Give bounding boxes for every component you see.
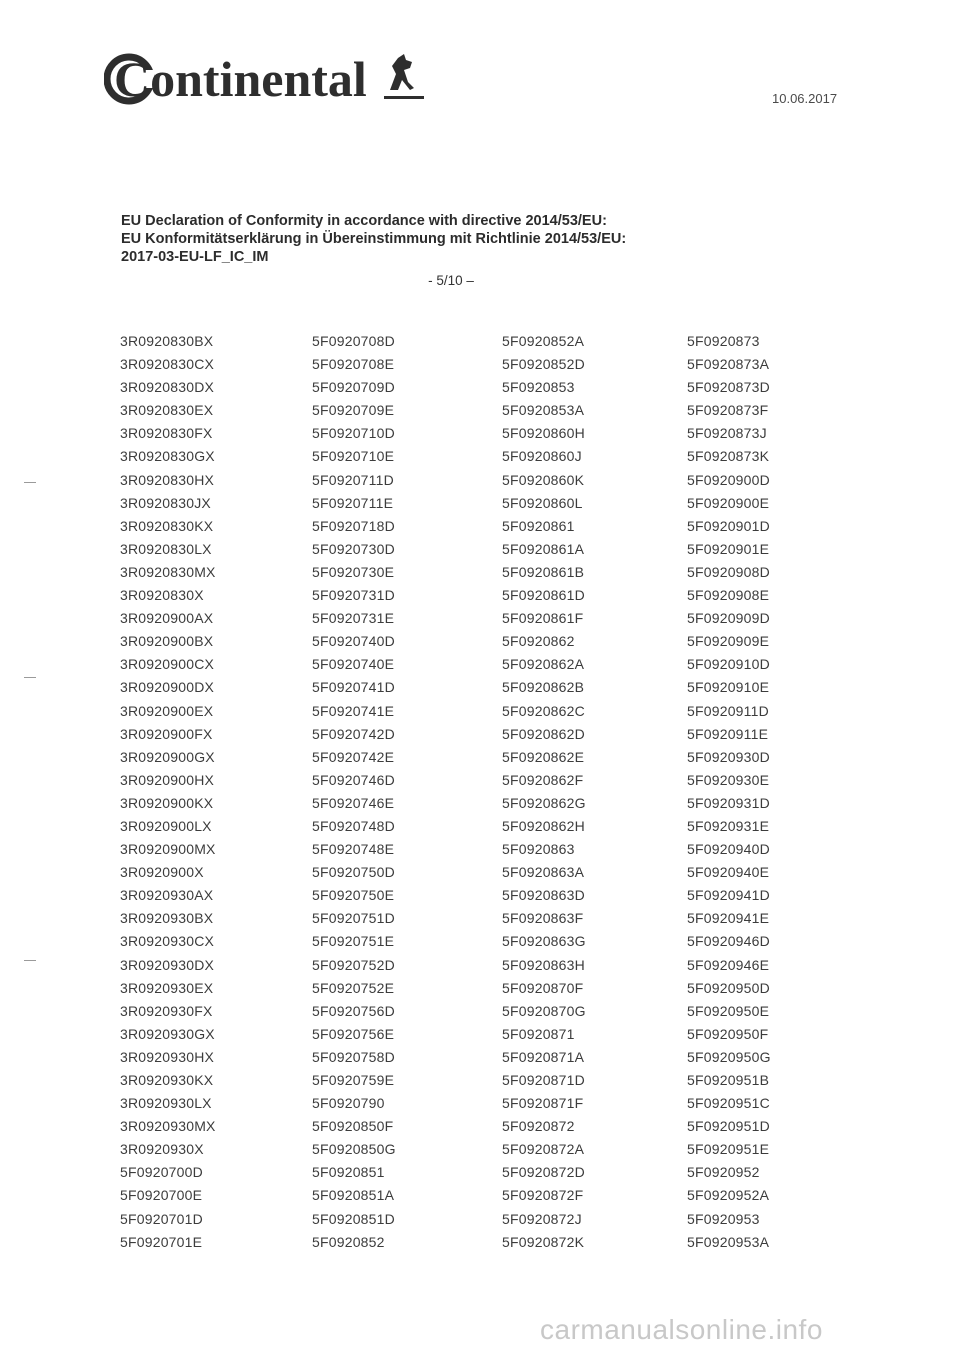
part-number: 5F0920863 bbox=[502, 841, 575, 858]
part-number: 5F0920709D bbox=[312, 379, 395, 396]
declaration-heading bbox=[121, 212, 626, 266]
part-number: 5F0920873K bbox=[687, 448, 770, 465]
part-number: 5F0920930D bbox=[687, 748, 770, 765]
part-number: 5F0920953A bbox=[687, 1233, 770, 1250]
part-number: 5F0920731D bbox=[312, 587, 395, 604]
part-number: 5F0920731E bbox=[312, 610, 395, 627]
part-number: 5F0920851 bbox=[312, 1164, 385, 1181]
page-indicator: - 5/10 – bbox=[428, 273, 474, 288]
part-number: 3R0920830EX bbox=[120, 402, 214, 419]
margin-mark bbox=[24, 960, 36, 961]
part-number: 3R0920830DX bbox=[120, 379, 215, 396]
part-number: 5F0920860J bbox=[502, 448, 582, 465]
part-number: 5F0920872 bbox=[502, 1118, 575, 1135]
part-number: 3R0920930AX bbox=[120, 887, 214, 904]
part-number: 5F0920872D bbox=[502, 1164, 585, 1181]
part-number: 3R0920900BX bbox=[120, 633, 214, 650]
part-number: 5F0920852D bbox=[502, 356, 585, 373]
part-number: 5F0920741D bbox=[312, 679, 395, 696]
part-number: 5F0920862B bbox=[502, 679, 585, 696]
part-number: 5F0920741E bbox=[312, 702, 395, 719]
part-number: 5F0920708E bbox=[312, 356, 395, 373]
heading-line-de: EU Konformitätserklärung in Übereinstimmung mit Richtlinie 2014/53/EU: bbox=[121, 231, 627, 247]
part-number: 5F0920900D bbox=[687, 471, 770, 488]
part-number: 3R0920900KX bbox=[120, 794, 214, 811]
part-number: 5F0920860H bbox=[502, 425, 585, 442]
part-number: 5F0920951B bbox=[687, 1072, 770, 1088]
part-number: 5F0920940D bbox=[687, 841, 770, 858]
part-number: 5F0920950E bbox=[687, 1002, 770, 1019]
horse-emblem-icon bbox=[384, 54, 424, 99]
part-number: 3R0920930MX bbox=[120, 1118, 216, 1135]
part-number: 5F0920863H bbox=[502, 956, 585, 973]
part-number: 5F0920911D bbox=[687, 702, 769, 719]
continental-logo bbox=[104, 48, 434, 110]
part-number: 5F0920873 bbox=[687, 333, 760, 349]
part-number: 5F0920748E bbox=[312, 841, 395, 858]
logo-wordmark: Continental bbox=[114, 51, 367, 107]
part-number: 5F0920909D bbox=[687, 610, 770, 627]
part-number: 5F0920862D bbox=[502, 725, 585, 742]
part-number: 3R0920830BX bbox=[120, 333, 214, 349]
part-number: 5F0920908D bbox=[687, 563, 770, 580]
part-number: 5F0920750D bbox=[312, 864, 395, 881]
part-number: 3R0920830X bbox=[120, 587, 204, 604]
part-number: 3R0920930GX bbox=[120, 1025, 215, 1042]
part-number: 5F0920790 bbox=[312, 1095, 385, 1112]
site-watermark: carmanualsonline.info bbox=[540, 1314, 823, 1345]
part-number: 5F0920952A bbox=[687, 1187, 770, 1204]
part-number: 5F0920711E bbox=[312, 494, 394, 511]
part-number: 5F0920758D bbox=[312, 1048, 395, 1065]
part-number: 5F0920710E bbox=[312, 448, 395, 465]
part-number: 5F0920852A bbox=[502, 333, 585, 349]
part-number: 5F0920863A bbox=[502, 864, 585, 881]
part-number: 3R0920830FX bbox=[120, 425, 213, 442]
margin-mark bbox=[24, 482, 36, 483]
part-number: 5F0920860L bbox=[502, 494, 583, 511]
part-number: 5F0920751E bbox=[312, 933, 395, 950]
part-number: 3R0920830JX bbox=[120, 494, 211, 511]
part-number: 5F0920910E bbox=[687, 679, 770, 696]
part-number: 5F0920851A bbox=[312, 1187, 395, 1204]
part-number: 5F0920861F bbox=[502, 610, 584, 627]
part-number-column-4 bbox=[687, 330, 771, 1254]
part-number: 5F0920862E bbox=[502, 748, 585, 765]
part-number: 3R0920930FX bbox=[120, 1002, 213, 1019]
part-number-column-2 bbox=[312, 330, 396, 1254]
part-number: 5F0920850F bbox=[312, 1118, 394, 1135]
part-number: 3R0920930HX bbox=[120, 1048, 215, 1065]
part-number: 5F0920862 bbox=[502, 633, 575, 650]
heading-line-code: 2017-03-EU-LF_IC_IM bbox=[121, 249, 269, 265]
part-number: 5F0920863F bbox=[502, 910, 584, 927]
part-number: 5F0920746D bbox=[312, 771, 395, 788]
part-number: 3R0920930CX bbox=[120, 933, 215, 950]
part-number: 5F0920853 bbox=[502, 379, 575, 396]
part-number: 5F0920872J bbox=[502, 1210, 582, 1227]
part-number: 5F0920701D bbox=[120, 1210, 203, 1227]
part-number: 5F0920750E bbox=[312, 887, 395, 904]
part-number: 5F0920752E bbox=[312, 979, 395, 996]
part-number: 5F0920711D bbox=[312, 471, 394, 488]
part-number: 5F0920748D bbox=[312, 817, 395, 834]
part-number: 5F0920910D bbox=[687, 656, 770, 673]
part-number: 5F0920871D bbox=[502, 1072, 585, 1088]
part-number: 5F0920900E bbox=[687, 494, 770, 511]
part-number: 5F0920701E bbox=[120, 1233, 203, 1250]
part-number: 5F0920901E bbox=[687, 540, 770, 557]
part-number: 3R0920830KX bbox=[120, 517, 214, 534]
part-number: 5F0920742E bbox=[312, 748, 395, 765]
part-number: 5F0920756E bbox=[312, 1025, 395, 1042]
part-number: 3R0920830LX bbox=[120, 540, 212, 557]
part-number: 5F0920872F bbox=[502, 1187, 584, 1204]
part-number: 5F0920941E bbox=[687, 910, 770, 927]
part-number-column-1 bbox=[120, 330, 216, 1254]
part-number: 5F0920860K bbox=[502, 471, 585, 488]
part-number: 5F0920700E bbox=[120, 1187, 203, 1204]
part-number: 3R0920830GX bbox=[120, 448, 215, 465]
part-number: 5F0920946E bbox=[687, 956, 770, 973]
part-number: 5F0920870F bbox=[502, 979, 584, 996]
part-number: 5F0920950F bbox=[687, 1025, 769, 1042]
part-number: 3R0920900X bbox=[120, 864, 204, 881]
part-number: 5F0920953 bbox=[687, 1210, 760, 1227]
part-number: 5F0920872K bbox=[502, 1233, 585, 1250]
part-number: 5F0920872A bbox=[502, 1141, 585, 1158]
part-number: 5F0920873J bbox=[687, 425, 767, 442]
part-number: 3R0920900DX bbox=[120, 679, 215, 696]
part-number: 5F0920710D bbox=[312, 425, 395, 442]
part-number: 5F0920950G bbox=[687, 1048, 771, 1065]
part-number: 5F0920740D bbox=[312, 633, 395, 650]
part-number: 5F0920940E bbox=[687, 864, 770, 881]
part-number: 5F0920873A bbox=[687, 356, 770, 373]
part-number: 3R0920930KX bbox=[120, 1072, 214, 1088]
part-number: 5F0920950D bbox=[687, 979, 770, 996]
part-number: 5F0920901D bbox=[687, 517, 770, 534]
part-number: 5F0920911E bbox=[687, 725, 769, 742]
part-number: 3R0920900FX bbox=[120, 725, 213, 742]
part-number: 3R0920930X bbox=[120, 1141, 204, 1158]
part-number: 5F0920709E bbox=[312, 402, 395, 419]
part-number: 5F0920863G bbox=[502, 933, 586, 950]
part-number: 5F0920873D bbox=[687, 379, 770, 396]
part-number-column-3 bbox=[502, 330, 586, 1254]
part-number: 5F0920931D bbox=[687, 794, 770, 811]
part-number: 5F0920718D bbox=[312, 517, 395, 534]
part-number: 5F0920708D bbox=[312, 333, 395, 349]
part-number: 3R0920900CX bbox=[120, 656, 215, 673]
part-number: 5F0920909E bbox=[687, 633, 770, 650]
part-number: 5F0920951C bbox=[687, 1095, 770, 1112]
part-number: 5F0920861A bbox=[502, 540, 585, 557]
part-number: 5F0920862G bbox=[502, 794, 586, 811]
margin-mark bbox=[24, 677, 36, 678]
part-number: 5F0920861D bbox=[502, 587, 585, 604]
part-number: 5F0920730D bbox=[312, 540, 395, 557]
part-number: 5F0920931E bbox=[687, 817, 770, 834]
part-number: 5F0920851D bbox=[312, 1210, 395, 1227]
part-number: 5F0920952 bbox=[687, 1164, 760, 1181]
part-number: 5F0920861B bbox=[502, 563, 585, 580]
part-number: 5F0920873F bbox=[687, 402, 769, 419]
continental-logo-mark bbox=[104, 48, 434, 110]
part-number: 5F0920862A bbox=[502, 656, 585, 673]
part-number: 5F0920946D bbox=[687, 933, 770, 950]
part-number: 5F0920752D bbox=[312, 956, 395, 973]
part-number: 5F0920850G bbox=[312, 1141, 396, 1158]
part-number: 3R0920900MX bbox=[120, 841, 216, 858]
part-number: 5F0920862C bbox=[502, 702, 585, 719]
part-number: 3R0920930LX bbox=[120, 1095, 212, 1112]
part-number: 3R0920900HX bbox=[120, 771, 215, 788]
part-number: 5F0920759E bbox=[312, 1072, 395, 1088]
part-number: 5F0920740E bbox=[312, 656, 395, 673]
heading-line-en: EU Declaration of Conformity in accordance with directive 2014/53/EU: bbox=[121, 213, 607, 229]
part-number: 5F0920700D bbox=[120, 1164, 203, 1181]
part-number: 5F0920751D bbox=[312, 910, 395, 927]
part-number: 3R0920900LX bbox=[120, 817, 212, 834]
part-number: 5F0920930E bbox=[687, 771, 770, 788]
part-number: 3R0920900GX bbox=[120, 748, 215, 765]
part-number: 5F0920756D bbox=[312, 1002, 395, 1019]
part-number: 5F0920951D bbox=[687, 1118, 770, 1135]
part-number: 3R0920930DX bbox=[120, 956, 215, 973]
part-number: 3R0920900EX bbox=[120, 702, 214, 719]
part-number: 5F0920852 bbox=[312, 1233, 385, 1250]
part-number: 5F0920853A bbox=[502, 402, 585, 419]
document-date: 10.06.2017 bbox=[772, 91, 838, 106]
part-number: 5F0920730E bbox=[312, 563, 395, 580]
part-number: 3R0920930EX bbox=[120, 979, 214, 996]
part-number: 5F0920862F bbox=[502, 771, 584, 788]
part-number: 3R0920930BX bbox=[120, 910, 214, 927]
part-number: 5F0920861 bbox=[502, 517, 575, 534]
part-number: 3R0920830HX bbox=[120, 471, 215, 488]
part-number: 5F0920871A bbox=[502, 1048, 585, 1065]
part-number: 5F0920863D bbox=[502, 887, 585, 904]
part-number: 5F0920742D bbox=[312, 725, 395, 742]
part-number: 5F0920871 bbox=[502, 1025, 575, 1042]
part-number: 5F0920862H bbox=[502, 817, 585, 834]
part-number: 3R0920830CX bbox=[120, 356, 215, 373]
part-number: 5F0920941D bbox=[687, 887, 770, 904]
part-number: 3R0920900AX bbox=[120, 610, 214, 627]
part-number: 5F0920908E bbox=[687, 587, 770, 604]
part-number: 3R0920830MX bbox=[120, 563, 216, 580]
part-number: 5F0920746E bbox=[312, 794, 395, 811]
part-number: 5F0920871F bbox=[502, 1095, 584, 1112]
part-number: 5F0920951E bbox=[687, 1141, 770, 1158]
part-number: 5F0920870G bbox=[502, 1002, 586, 1019]
